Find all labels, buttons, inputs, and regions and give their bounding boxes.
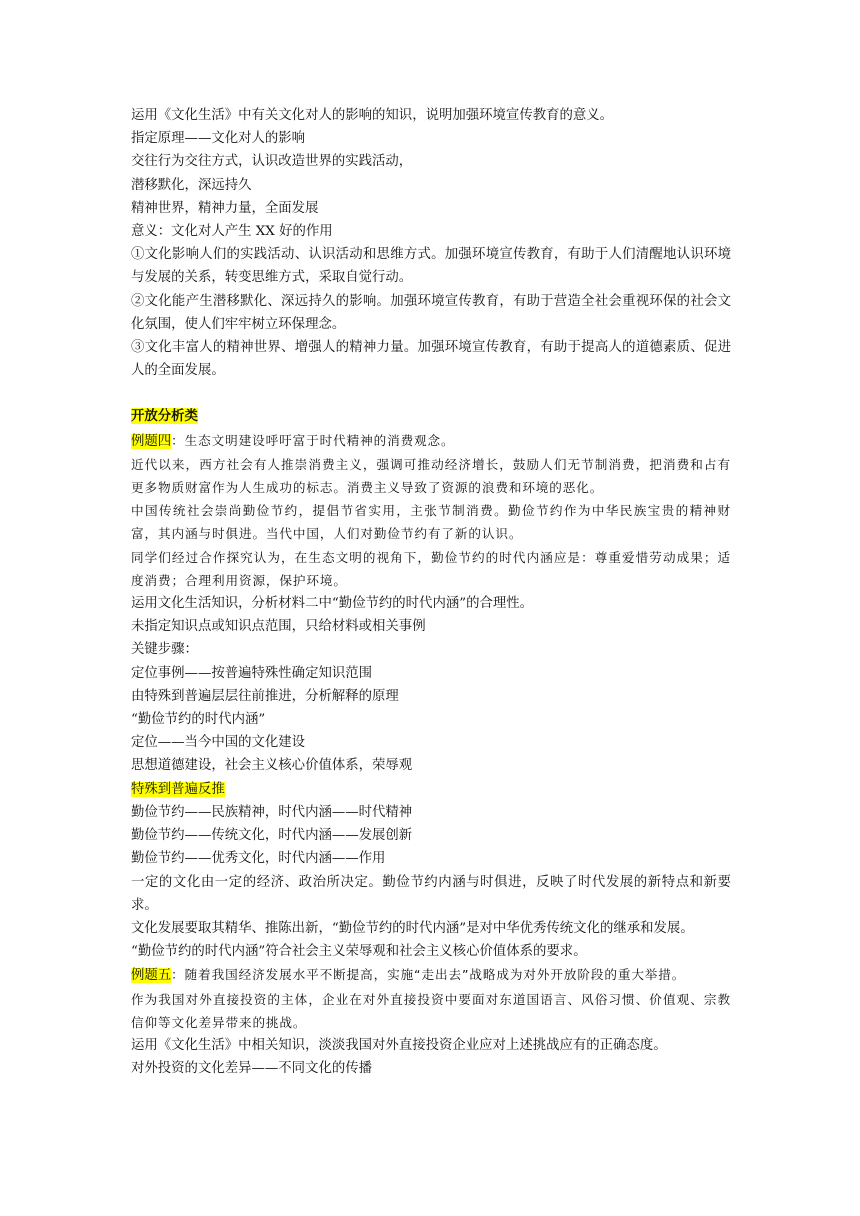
text-line: 关键步骤： bbox=[131, 642, 198, 658]
text-line: 精神世界，精神力量，全面发展 bbox=[131, 200, 319, 216]
text-line: 勤俭节约——优秀文化，时代内涵——作用 bbox=[131, 851, 386, 867]
example-five bbox=[131, 963, 731, 1034]
example-four-title bbox=[131, 429, 731, 453]
material-paragraph: 同学们经过合作探究认为，在生态文明的视角下，勤俭节约的时代内涵应是：尊重爱惜劳动成果；适度消费；合理利用资源，保护环境。 bbox=[131, 549, 731, 588]
text-line: 未指定知识点或知识点范围，只给材料或相关事例 bbox=[131, 619, 426, 635]
material-paragraph: 中国传统社会崇尚勤俭节约，提倡节省实用，主张节制消费。勤俭节约作为中华民族宝贵的精神财富，其内涵与时俱进。当代中国，人们对勤俭节约有了新的认识。 bbox=[131, 503, 731, 542]
text-paragraph: 一定的文化由一定的经济、政治所决定。勤俭节约内涵与时俱进，反映了时代发展的新特点和新要求。 bbox=[131, 874, 731, 913]
material-paragraph: 近代以来，西方社会有人推崇消费主义，强调可推动经济增长，鼓励人们无节制消费，把消费和占有更多物质财富作为人生成功的标志。消费主义导致了资源的浪费和环境的恶化。 bbox=[131, 456, 731, 496]
text-line: 意义：文化对人产生 XX 好的作用 bbox=[131, 224, 333, 240]
highlight-subheading bbox=[131, 778, 731, 801]
section-heading bbox=[131, 405, 731, 428]
text-line: “勤俭节约的时代内涵”符合社会主义荣辱观和社会主义核心价值体系的要求。 bbox=[131, 944, 587, 960]
closing-lines bbox=[131, 1034, 731, 1080]
text-line: 运用《文化生活》中相关知识，淡淡我国对外直接投资企业应对上述挑战应有的正确态度。 bbox=[131, 1037, 667, 1053]
highlight-subheading-text: 特殊到普遍反推 bbox=[131, 781, 225, 797]
intro-question bbox=[131, 104, 731, 382]
text-paragraph: ①文化影响人们的实践活动、认识活动和思维方式。加强环境宣传教育，有助于人们清醒地认识环境与发展的关系，转变思维方式，采取自觉行动。 bbox=[131, 247, 731, 286]
text-line: 运用文化生活知识，分析材料二中“勤俭节约的时代内涵”的合理性。 bbox=[131, 596, 534, 612]
analysis-steps bbox=[131, 592, 731, 778]
example-five-label: 例题五 bbox=[131, 968, 172, 984]
text-line: 潜移默化，深远持久 bbox=[131, 177, 252, 193]
text-line: 指定原理——文化对人的影响 bbox=[131, 131, 306, 147]
example-five-title bbox=[131, 963, 731, 987]
material-paragraph: 作为我国对外直接投资的主体，企业在对外直接投资中要面对东道国语言、风俗习惯、价值观、宗教信仰等文化差异带来的挑战。 bbox=[131, 991, 731, 1030]
text-line: 定位——当今中国的文化建设 bbox=[131, 735, 306, 751]
text-line: “勤俭节约的时代内涵” bbox=[131, 712, 266, 728]
example-four bbox=[131, 429, 731, 592]
text-line: 定位事例——按普遍特殊性确定知识范围 bbox=[131, 665, 373, 681]
text-paragraph: ②文化能产生潜移默化、深远持久的影响。加强环境宣传教育，有助于营造全社会重视环保的社会文化氛围，使人们牢牢树立环保理念。 bbox=[131, 293, 731, 332]
text-line: 思想道德建设，社会主义核心价值体系，荣辱观 bbox=[131, 758, 413, 774]
example-four-label: 例题四 bbox=[131, 433, 172, 449]
text-line: 由特殊到普遍层层往前推进，分析解释的原理 bbox=[131, 688, 399, 704]
text-line: 勤俭节约——传统文化，时代内涵——发展创新 bbox=[131, 828, 413, 844]
reasoning-lines bbox=[131, 801, 731, 963]
text-line: 勤俭节约——民族精神，时代内涵——时代精神 bbox=[131, 804, 413, 820]
text-line: 对外投资的文化差异——不同文化的传播 bbox=[131, 1061, 373, 1077]
document-page bbox=[131, 104, 731, 1080]
text-line: 运用《文化生活》中有关文化对人的影响的知识，说明加强环境宣传教育的意义。 bbox=[131, 108, 614, 123]
text-paragraph: 文化发展要取其精华、推陈出新，“勤俭节约的时代内涵”是对中华优秀传统文化的继承和发展。 bbox=[131, 920, 694, 936]
section-heading-text: 开放分析类 bbox=[131, 408, 198, 425]
text-line: 交往行为交往方式，认识改造世界的实践活动， bbox=[131, 154, 413, 170]
example-five-title-text: ：随着我国经济发展水平不断提高，实施“走出去”战略成为对外开放阶段的重大举措。 bbox=[171, 967, 686, 983]
example-four-title-text: ：生态文明建设呼吁富于时代精神的消费观念。 bbox=[171, 432, 455, 448]
text-paragraph: ③文化丰富人的精神世界、增强人的精神力量。加强环境宣传教育，有助于提高人的道德素质、促进人的全面发展。 bbox=[131, 340, 731, 379]
blank-line bbox=[131, 382, 731, 405]
